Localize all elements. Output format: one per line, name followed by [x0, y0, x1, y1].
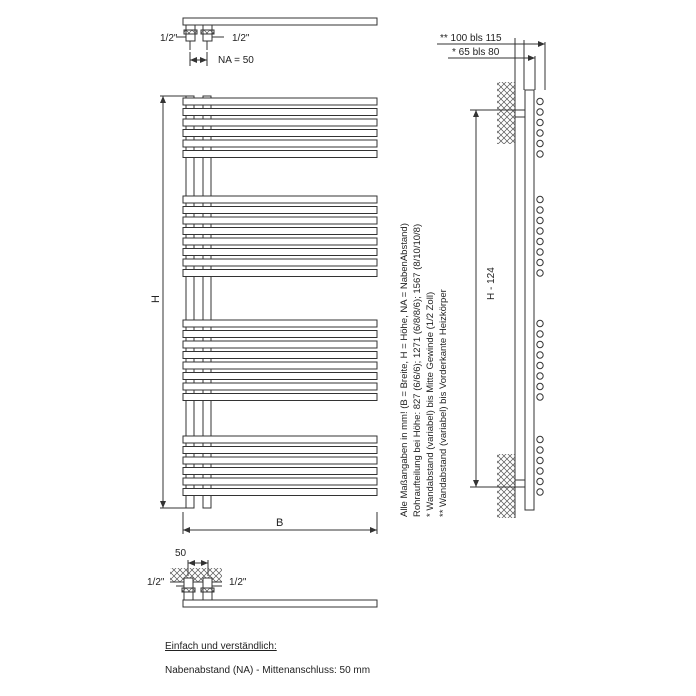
tube-end-circle: [537, 270, 543, 276]
tube-end-circle: [537, 331, 543, 337]
top-view-bar: [183, 18, 377, 25]
bottom-view: [170, 560, 377, 607]
bottom-view-bar: [183, 600, 377, 607]
tube-end-circle: [537, 457, 543, 463]
note-line-4: ** Wandabstand (variabel) bis Vorderkante Heizkörper: [438, 289, 449, 517]
tube-end-circle: [537, 436, 543, 442]
wall-bracket-bottom: [497, 454, 515, 518]
tube-end-circle: [537, 109, 543, 115]
horizontal-tube: [183, 151, 377, 158]
horizontal-tube: [183, 249, 377, 256]
height-label: H: [150, 295, 162, 303]
tube-end-circle: [537, 383, 543, 389]
bottom-floor-hatch: [170, 568, 222, 582]
bottom-spacing-label: 50: [175, 548, 187, 559]
tube-end-circle: [537, 489, 543, 495]
tube-end-circle: [537, 468, 543, 474]
horizontal-tubes: [183, 98, 377, 496]
na-label: NA = 50: [218, 55, 254, 66]
horizontal-tube: [183, 436, 377, 443]
horizontal-tube: [183, 489, 377, 496]
note-line-2: Rohraufteilung bei Höhe: 827 (6/6/6); 1271 (6/8/8/6); 1567 (8/10/10/8): [412, 223, 423, 517]
tube-end-circle: [537, 119, 543, 125]
horizontal-tube: [183, 196, 377, 203]
horizontal-tube: [183, 119, 377, 126]
tube-end-circle: [537, 447, 543, 453]
tube-end-circle: [537, 341, 543, 347]
tube-end-circle: [537, 228, 543, 234]
bottom-pipe-right-label: 1/2": [229, 577, 247, 588]
horizontal-tube: [183, 468, 377, 475]
horizontal-tube: [183, 259, 377, 266]
tube-end-circle: [537, 151, 543, 157]
tube-end-circle: [537, 373, 543, 379]
tube-end-circle: [537, 196, 543, 202]
front-view: [160, 96, 377, 534]
tube-end-circle: [537, 130, 543, 136]
horizontal-tube: [183, 207, 377, 214]
horizontal-tube: [183, 109, 377, 116]
horizontal-tube: [183, 457, 377, 464]
footer-line: Nabenabstand (NA) - Mittenanschluss: 50 mm: [165, 665, 371, 676]
horizontal-tube: [183, 352, 377, 359]
horizontal-tube: [183, 130, 377, 137]
tube-end-circle: [537, 478, 543, 484]
tube-end-circle: [537, 320, 543, 326]
tube-end-circle: [537, 217, 543, 223]
dim-outer-label: ** 100 bls 115: [440, 33, 502, 44]
top-pipe-left-label: 1/2": [160, 33, 178, 44]
tube-end-circle: [537, 352, 543, 358]
note-line-1: Alle Maßangaben in mm! (B = Breite, H = Höhe, NA = NabenAbstand): [399, 223, 410, 517]
horizontal-tube: [183, 98, 377, 105]
horizontal-tube: [183, 362, 377, 369]
horizontal-tube: [183, 270, 377, 277]
dim-inner-label: * 65 bls 80: [452, 47, 500, 58]
side-tube-ends: [537, 98, 543, 495]
tube-end-circle: [537, 394, 543, 400]
footer-title: Einfach und verständlich:: [165, 641, 277, 652]
tube-end-circle: [537, 238, 543, 244]
tube-end-circle: [537, 362, 543, 368]
tube-end-circle: [537, 140, 543, 146]
tube-end-circle: [537, 207, 543, 213]
horizontal-tube: [183, 217, 377, 224]
horizontal-tube: [183, 320, 377, 327]
horizontal-tube: [183, 228, 377, 235]
tube-end-circle: [537, 259, 543, 265]
tube-end-circle: [537, 98, 543, 104]
tube-end-circle: [537, 249, 543, 255]
horizontal-tube: [183, 447, 377, 454]
top-pipe-right-label: 1/2": [232, 33, 250, 44]
horizontal-tube: [183, 383, 377, 390]
horizontal-tube: [183, 394, 377, 401]
width-label: B: [276, 517, 284, 529]
horizontal-tube: [183, 140, 377, 147]
bottom-pipe-left-label: 1/2": [147, 577, 165, 588]
h-124-label: H - 124: [486, 267, 497, 300]
horizontal-tube: [183, 341, 377, 348]
wall-bracket-top: [497, 82, 515, 144]
horizontal-tube: [183, 478, 377, 485]
horizontal-tube: [183, 331, 377, 338]
bottom-valve-right: [201, 578, 214, 600]
note-line-3: * Wandabstand (variabel) bis Mitte Gewinde (1/2 Zoll): [425, 291, 436, 517]
bottom-valve-left: [182, 578, 195, 600]
horizontal-tube: [183, 373, 377, 380]
radiator-side-body: [525, 90, 534, 510]
horizontal-tube: [183, 238, 377, 245]
dimension-notes: [398, 223, 450, 517]
top-view: [176, 18, 377, 66]
